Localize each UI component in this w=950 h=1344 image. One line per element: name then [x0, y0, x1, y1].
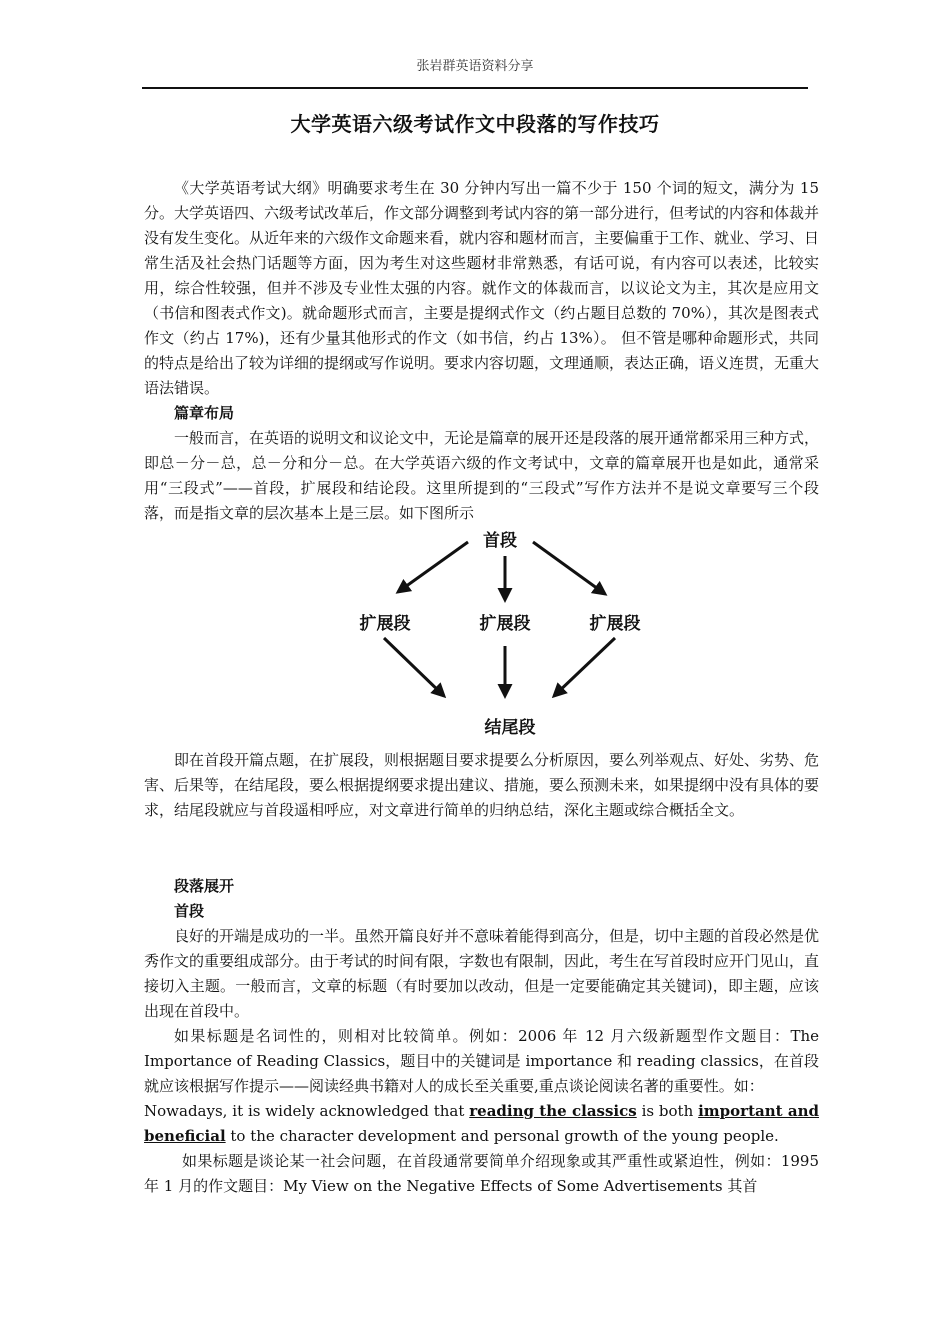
layout-heading: 篇章布局 — [174, 404, 235, 422]
first-paragraph-subheading: 首段 — [174, 902, 205, 920]
arrow-top-to-right — [533, 542, 605, 594]
diagram-node-bottom: 结尾段 — [484, 718, 536, 738]
arrow-left-to-bottom — [384, 638, 444, 696]
example-sentence — [144, 1099, 819, 1149]
three-part-structure-diagram — [340, 528, 640, 743]
development-heading: 段落展开 — [174, 877, 235, 895]
after-diagram-section — [144, 748, 819, 823]
arrow-right-to-bottom — [554, 638, 615, 696]
header-rule — [142, 87, 808, 89]
document-title: 大学英语六级考试作文中段落的写作技巧 — [290, 112, 660, 136]
layout-section — [144, 401, 819, 526]
example-keyword-2: important and beneficial — [144, 1102, 819, 1145]
diagram-node-middle-right: 扩展段 — [589, 614, 641, 634]
example-text-a: Nowadays, it is widely acknowledged that — [144, 1102, 470, 1120]
example-text-c: to the character development and personal growth of the young people. — [225, 1127, 779, 1145]
layout-paragraph: 一般而言，在英语的说明文和议论文中，无论是篇章的展开还是段落的展开通常都采用三种方式，即总－分－总，总－分和分－总。在大学英语六级的作文考试中，文章的篇章展开也是如此，通常采用“三段式”——首段，扩展段和结论段。这里所提到的“三段式”写作方法并不是说文章要写三个段落，而是指文章的层次基本上是三层。如下图所示 — [144, 429, 820, 522]
arrow-top-to-left — [398, 542, 468, 592]
example-text-b: is both — [636, 1102, 699, 1120]
running-header: 张岩群英语资料分享 — [416, 59, 534, 74]
diagram-node-middle-left: 扩展段 — [359, 614, 411, 634]
development-section — [144, 874, 819, 1199]
diagram-node-top: 首段 — [483, 531, 517, 551]
development-paragraph-1: 良好的开端是成功的一半。虽然开篇良好并不意味着能得到高分，但是，切中主题的首段必然是优秀作文的重要组成部分。由于考试的时间有限，字数也有限制，因此，考生在写首段时应开门见山，直接切入主题。一般而言，文章的标题（有时要加以改动，但是一定要能确定其关键词)，即主题，应该出现在首段中。 — [144, 927, 820, 1020]
intro-section — [144, 176, 819, 401]
after-diagram-paragraph: 即在首段开篇点题，在扩展段，则根据题目要求提要么分析原因，要么列举观点、好处、劣势、危害、后果等，在结尾段，要么根据提纲要求提出建议、措施，要么预测未来，如果提纲中没有具体的要求，结尾段就应与首段遥相呼应，对文章进行简单的归纳总结，深化主题或综合概括全文。 — [144, 751, 820, 819]
development-paragraph-4: 如果标题是谈论某一社会问题，在首段通常要简单介绍现象或其严重性或紧迫性，例如：1995 年 1 月的作文题目：My View on the Negative Effects of Some Advertisements 其首 — [144, 1152, 819, 1195]
development-paragraph-2: 如果标题是名词性的，则相对比较简单。例如：2006 年 12 月六级新题型作文题目：The Importance of Reading Classics，题目中的关键词是 importance 和 reading classics，在首段就应该根据写作提示——阅读经典书籍对人的成长至关重要,重点谈论阅读名著的重要性。如： — [144, 1027, 819, 1095]
example-keyword-1: reading the classics — [469, 1102, 637, 1120]
diagram-node-middle-center: 扩展段 — [479, 614, 531, 634]
intro-paragraph: 《大学英语考试大纲》明确要求考生在 30 分钟内写出一篇不少于 150 个词的短文，满分为 15 分。大学英语四、六级考试改革后，作文部分调整到考试内容的第一部分进行，但考试的内容和体裁并没有发生变化。从近年来的六级作文命题来看，就内容和题材而言，主要偏重于工作、就业、学习、日常生活及社会热门话题等方面，因为考生对这些题材非常熟悉，有话可说，有内容可以表述，比较实用，综合性较强，但并不涉及专业性太强的内容。就作文的体裁而言，以议论文为主，其次是应用文（书信和图表式作文)。就命题形式而言，主要是提纲式作文（约占题目总数的 70%），其次是图表式作文（约占 17%)，还有少量其他形式的作文（如书信，约占 13%）。 但不管是哪种命题形式，共同的特点是给出了较为详细的提纲或写作说明。要求内容切题，文理通顺，表达正确，语义连贯，无重大语法错误。 — [144, 179, 820, 397]
